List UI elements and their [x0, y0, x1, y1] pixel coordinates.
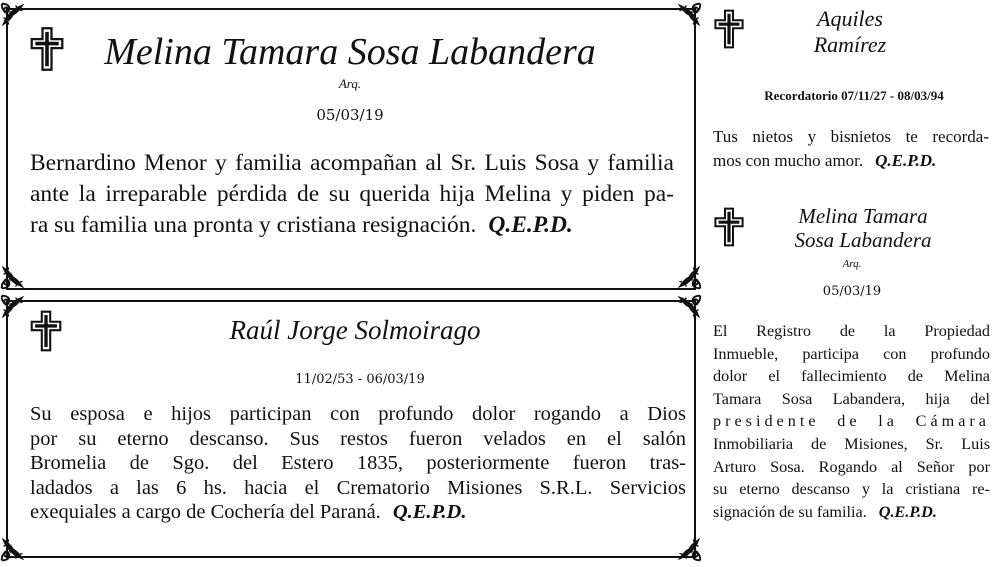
- body-line: ra su familia una pronta y cristiana resignación. Q.E.P.D.: [30, 212, 573, 238]
- deceased-name: Melina Tamara Sosa Labandera: [794, 204, 932, 252]
- notice-body: [30, 148, 674, 241]
- body-line: dolor el fallecimiento de Melina: [713, 367, 990, 386]
- date: 05/03/19: [822, 284, 882, 299]
- qepd: Q.E.P.D.: [392, 501, 467, 523]
- corner-ornament-icon: [676, 294, 702, 320]
- body-line: Tus nietos y bisnietos te recorda-: [713, 127, 989, 146]
- body-line: su eterno descanso y la cristiana re-: [713, 480, 990, 499]
- date: 05/03/19: [316, 106, 384, 124]
- corner-ornament-icon: [0, 536, 26, 562]
- life-dates: 11/02/53 - 06/03/19: [295, 372, 425, 387]
- body-line: Bernardino Menor y familia acompañan al Sr. Luis Sosa y familia: [30, 150, 674, 176]
- body-line: mos con mucho amor. Q.E.P.D.: [713, 151, 937, 170]
- qepd: Q.E.P.D.: [488, 212, 573, 238]
- cross-icon: [713, 8, 745, 50]
- body-line: exequiales a cargo de Cochería del Paraná. Q.E.P.D.: [30, 501, 467, 523]
- body-line: Inmobiliaria de Misiones, Sr. Luis: [713, 434, 990, 453]
- deceased-name: Melina Tamara Sosa Labandera: [104, 31, 596, 73]
- body-line: ante la irreparable pérdida de su querida hija Melina y piden pa-: [30, 181, 674, 207]
- body-line: Inmueble, participa con profundo: [713, 344, 990, 363]
- notice-body: [713, 125, 989, 173]
- professional-title: Arq.: [338, 76, 362, 91]
- qepd: Q.E.P.D.: [878, 502, 937, 521]
- corner-ornament-icon: [0, 294, 26, 320]
- body-line: El Registro de la Propiedad: [713, 322, 990, 340]
- corner-ornament-icon: [0, 264, 26, 290]
- body-line: por su eterno descanso. Sus restos fueron velados en el salón: [30, 427, 686, 450]
- reminder-dates: Recordatorio 07/11/27 - 08/03/94: [764, 88, 944, 103]
- cross-icon: [29, 310, 63, 352]
- corner-ornament-icon: [0, 2, 26, 28]
- deceased-name: Aquiles Ramírez: [813, 6, 887, 57]
- deceased-name: Raúl Jorge Solmoirago: [229, 315, 481, 345]
- body-line: signación de su familia. Q.E.P.D.: [713, 502, 937, 521]
- qepd: Q.E.P.D.: [875, 151, 937, 170]
- body-line: Bromelia de Sgo. del Estero 1835, posteriormente fueron tras-: [30, 452, 686, 474]
- body-line: Su esposa e hijos participan con profundo dolor rogando a Dios: [30, 403, 686, 425]
- professional-title: Arq.: [842, 258, 862, 270]
- corner-ornament-icon: [676, 2, 702, 28]
- body-line: Tamara Sosa Labandera, hija del: [713, 389, 990, 408]
- corner-ornament-icon: [676, 536, 702, 562]
- body-line: Arturo Sosa. Rogando al Señor por: [713, 457, 990, 476]
- notice-body: [30, 402, 686, 525]
- cross-icon: [29, 26, 65, 72]
- body-line: ladados a las 6 hs. hacia el Crematorio Misiones S.R.L. Servicios: [30, 476, 686, 499]
- notice-body: [713, 320, 990, 523]
- body-line: presidente de la Cámara: [713, 412, 990, 431]
- corner-ornament-icon: [676, 264, 702, 290]
- cross-icon: [713, 206, 745, 248]
